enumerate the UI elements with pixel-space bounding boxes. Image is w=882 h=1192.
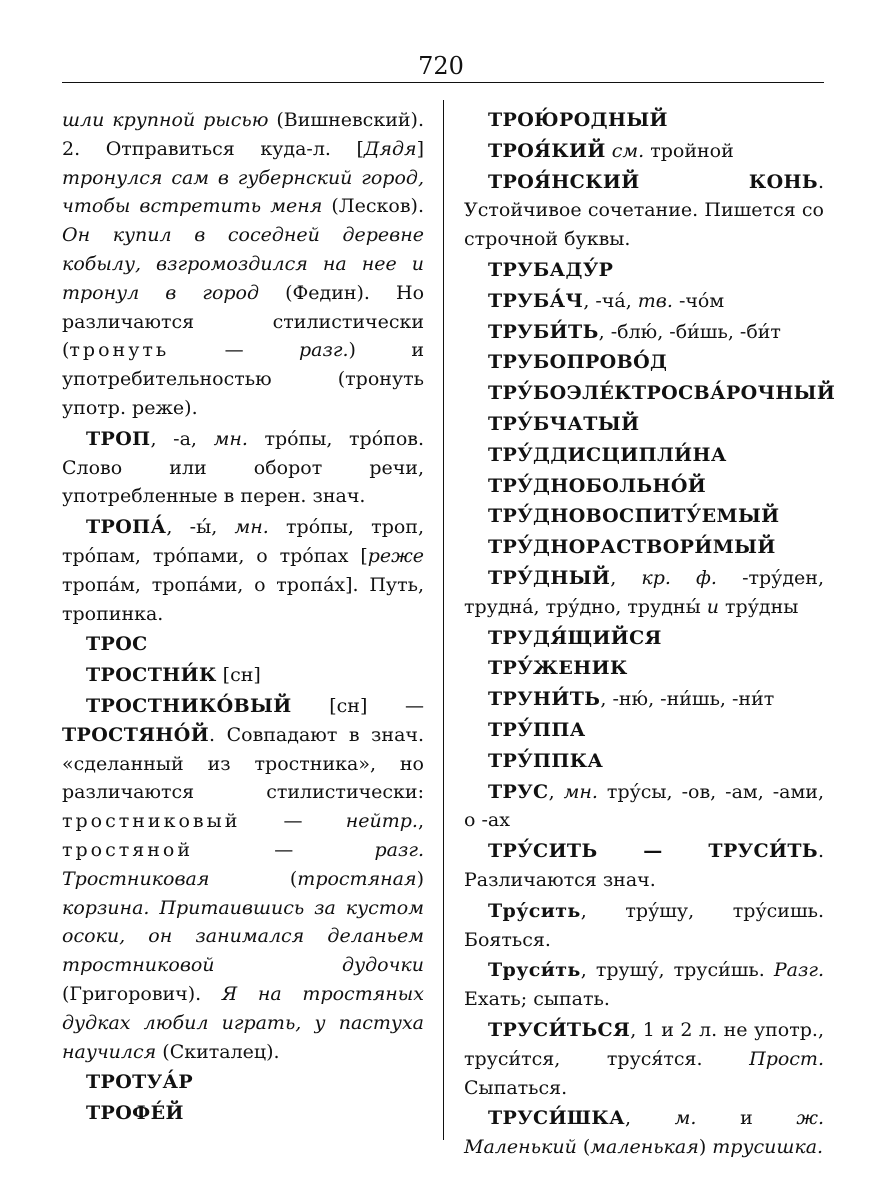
entry-text: , тру́шу, тру́сишь. Бояться. bbox=[464, 899, 824, 951]
dictionary-entry bbox=[464, 441, 824, 470]
dictionary-entry bbox=[464, 564, 824, 622]
spaced-word: тростниковый bbox=[62, 810, 241, 833]
entry-text: (Лесков). bbox=[322, 195, 424, 218]
entry-text: . Устойчивое сочетание. Пишется со строчной буквы. bbox=[464, 170, 824, 251]
headword: ТРУ́ДНОВОСПИТУ́ЕМЫЙ bbox=[488, 505, 780, 528]
italic-note: трусишка. bbox=[712, 1136, 824, 1159]
entry-text: тройной bbox=[644, 139, 734, 162]
entry-text: [сн] — bbox=[291, 694, 424, 717]
headword: ТРУБОПРОВО́Д bbox=[488, 351, 668, 374]
entry-text: тру́сы, -ов, -ам, -ами, о -ах bbox=[464, 780, 824, 832]
dictionary-entry bbox=[464, 956, 824, 1014]
dictionary-entry bbox=[464, 379, 836, 408]
dictionary-entry bbox=[464, 106, 824, 135]
headword: ТРУ́БЧАТЫЙ bbox=[488, 412, 640, 435]
headword: ТРОСТЯНО́Й bbox=[62, 723, 210, 746]
column-divider bbox=[443, 100, 444, 1140]
entry-text: , -ы́, bbox=[166, 516, 235, 539]
dictionary-entry bbox=[464, 778, 824, 836]
entry-text: тро́пы, троп, тро́пам, тро́пами, о тро́пах [ bbox=[62, 516, 424, 567]
dictionary-entry bbox=[464, 256, 824, 285]
headword: ТРУСИ́ТЬСЯ bbox=[488, 1018, 631, 1041]
dictionary-entry bbox=[62, 106, 424, 423]
italic-note: и bbox=[706, 595, 719, 618]
italic-note: Он купил в соседней деревне кобылу, взгромоздился на нее и тронул в город bbox=[62, 224, 424, 304]
entry-text: тру́дны bbox=[718, 595, 799, 618]
dictionary-entry bbox=[62, 425, 424, 511]
headword: ТРУНИ́ТЬ bbox=[488, 688, 601, 711]
entry-text: — bbox=[169, 339, 300, 362]
entry-text: (Вишневский). 2. Отправиться куда-л. [ bbox=[62, 109, 424, 160]
headword: ТРУ́ППА bbox=[488, 718, 586, 741]
entry-text: , трушу́, труси́шь. bbox=[580, 959, 774, 982]
italic-note: корзина. Притаившись за кустом осоки, он занимался деланьем тростниковой дудочки bbox=[62, 896, 424, 977]
italic-note: Прост. bbox=[749, 1047, 824, 1070]
dictionary-entry bbox=[464, 287, 824, 316]
entry-text: тро́пы, тро́пов. Слово или оборот речи, употребленные в перен. знач. bbox=[62, 427, 424, 508]
entry-text: ] bbox=[416, 137, 424, 160]
italic-note: см. bbox=[611, 139, 645, 162]
dictionary-entry bbox=[464, 747, 824, 776]
italic-note: Я на тростяных дудках любил играть, у пастуха научился bbox=[62, 982, 424, 1063]
italic-note: тронулся сам в губернский город, чтобы встретить меня bbox=[62, 166, 424, 218]
headword: ТРОС bbox=[86, 633, 148, 656]
dictionary-entry bbox=[62, 513, 424, 628]
italic-note: мн. bbox=[563, 780, 598, 803]
entry-text: ( bbox=[209, 867, 298, 890]
headword: ТРОФЕ́Й bbox=[86, 1102, 184, 1125]
headword: ТРОЯ́КИЙ bbox=[488, 139, 606, 162]
headword: ТРОЮ́РОДНЫЙ bbox=[488, 109, 668, 131]
entry-text: , bbox=[610, 566, 642, 589]
headword: ТРУБА́Ч bbox=[488, 289, 584, 312]
dictionary-entry bbox=[464, 318, 824, 347]
dictionary-entry bbox=[464, 837, 824, 895]
italic-note: разг. bbox=[299, 339, 349, 362]
italic-note: шли крупной рысью bbox=[62, 109, 269, 131]
entry-text: , -блю́, -би́шь, -би́т bbox=[598, 320, 781, 343]
dictionary-entry bbox=[464, 716, 824, 745]
dictionary-entry bbox=[62, 1068, 424, 1097]
headword: Тру́сить bbox=[488, 899, 581, 922]
italic-note: Дядя bbox=[363, 137, 417, 160]
dictionary-entry bbox=[464, 502, 824, 531]
italic-note: тв. bbox=[637, 289, 673, 312]
headword: ТРУ́СИТЬ — ТРУСИ́ТЬ bbox=[488, 840, 818, 863]
dictionary-entry bbox=[464, 137, 824, 166]
dictionary-entry bbox=[464, 1016, 824, 1102]
italic-note: мн. bbox=[213, 427, 248, 450]
headword: ТРОСТНИКО́ВЫЙ bbox=[86, 694, 292, 717]
italic-note: м. bbox=[674, 1107, 697, 1130]
entry-text: — bbox=[240, 810, 346, 833]
headword: ТРУДЯ́ЩИЙСЯ bbox=[488, 626, 662, 649]
entry-text: (Григорович). bbox=[62, 982, 222, 1005]
entry-text: — bbox=[193, 838, 375, 861]
entry-text: , -а, bbox=[150, 427, 214, 450]
headword: ТРУ́ДНЫЙ bbox=[488, 566, 611, 589]
entry-text: , 1 и 2 л. не употр., труси́тся, труся́тся. bbox=[464, 1018, 824, 1070]
italic-note: мн. bbox=[234, 516, 269, 539]
headword: ТРУБИ́ТЬ bbox=[488, 320, 599, 343]
entry-text: , bbox=[624, 1107, 675, 1130]
entry-text: . Совпадают в знач. «сделанный из тростника», но различаются стилистически: bbox=[62, 723, 424, 804]
entry-text: ) и употребительностью (тронуть употр. реже). bbox=[62, 339, 424, 419]
dictionary-entry bbox=[464, 685, 824, 714]
dictionary-entry bbox=[464, 348, 824, 377]
dictionary-entry bbox=[464, 533, 824, 562]
spaced-word: тростяной bbox=[62, 838, 194, 861]
headword: ТРУСИ́ШКА bbox=[488, 1107, 625, 1130]
entry-text: Ехать; сыпать. bbox=[464, 988, 610, 1011]
entry-text: -чо́м bbox=[672, 289, 725, 312]
entry-text: , bbox=[548, 780, 564, 803]
headword: ТРОПА́ bbox=[86, 516, 167, 539]
headword: ТРУ́БОЭЛЕ́КТРОСВА́РОЧНЫЙ bbox=[488, 382, 836, 405]
dictionary-entry bbox=[62, 661, 424, 690]
right-column bbox=[464, 106, 836, 1164]
dictionary-entry bbox=[464, 168, 824, 254]
entry-text: (Скиталец). bbox=[156, 1040, 280, 1063]
italic-note: ж. Маленький bbox=[464, 1107, 824, 1159]
entry-text: , bbox=[417, 810, 424, 833]
italic-note: тростяная bbox=[297, 867, 417, 890]
headword: Труси́ть bbox=[488, 959, 581, 982]
entry-text: , -ню́, -ни́шь, -ни́т bbox=[600, 688, 775, 711]
page-number: 720 bbox=[418, 52, 464, 80]
entry-text: . Различаются знач. bbox=[464, 840, 824, 891]
headword: ТРУБАДУ́Р bbox=[488, 258, 614, 281]
headword: ТРОТУА́Р bbox=[86, 1071, 194, 1094]
entry-text: [сн] bbox=[216, 664, 261, 687]
italic-note: Разг. bbox=[773, 959, 824, 982]
entry-text: ) bbox=[698, 1136, 713, 1159]
dictionary-entry bbox=[464, 897, 824, 955]
headword: ТРУС bbox=[488, 780, 549, 803]
italic-note: реже bbox=[367, 544, 424, 567]
header-rule bbox=[62, 82, 824, 83]
headword: ТРОСТНИ́К bbox=[86, 664, 217, 687]
dictionary-entry bbox=[464, 1104, 824, 1162]
dictionary-entry bbox=[62, 692, 424, 1066]
entry-text: и bbox=[696, 1107, 797, 1130]
dictionary-entry bbox=[62, 630, 424, 659]
entry-text: ) bbox=[416, 867, 424, 890]
italic-note: разг. Тростниковая bbox=[62, 838, 424, 890]
entry-text: тропа́м, тропа́ми, о тропа́х]. Путь, тропинка. bbox=[62, 573, 424, 625]
dictionary-entry bbox=[464, 654, 824, 683]
headword: ТРОЯ́НСКИЙ КОНЬ bbox=[488, 170, 818, 193]
headword: ТРУ́ДНОРАСТВОРИ́МЫЙ bbox=[488, 536, 776, 559]
headword: ТРУ́ЖЕНИК bbox=[488, 657, 628, 680]
spaced-word: тронуть bbox=[69, 339, 170, 362]
left-column bbox=[62, 106, 424, 1130]
italic-note: маленькая bbox=[590, 1136, 699, 1159]
headword: ТРУ́ППКА bbox=[488, 749, 604, 772]
headword: ТРУ́ДДИСЦИПЛИ́НА bbox=[488, 443, 727, 466]
entry-text: (Федин). Но различаются стилистически ( bbox=[62, 281, 425, 362]
dictionary-entry bbox=[464, 410, 824, 439]
dictionary-entry bbox=[62, 1099, 424, 1128]
dictionary-entry bbox=[464, 624, 824, 653]
entry-text: -тру́ден, трудна́, тру́дно, трудны́ bbox=[464, 566, 824, 618]
headword: ТРОП bbox=[86, 427, 151, 450]
entry-text: Сыпаться. bbox=[464, 1076, 568, 1099]
dictionary-entry bbox=[464, 472, 824, 501]
headword: ТРУ́ДНОБОЛЬНО́Й bbox=[488, 474, 707, 497]
entry-text: ( bbox=[576, 1136, 591, 1159]
italic-note: кр. ф. bbox=[641, 566, 717, 589]
entry-text: , -ча́, bbox=[583, 289, 638, 312]
italic-note: нейтр. bbox=[345, 810, 418, 833]
